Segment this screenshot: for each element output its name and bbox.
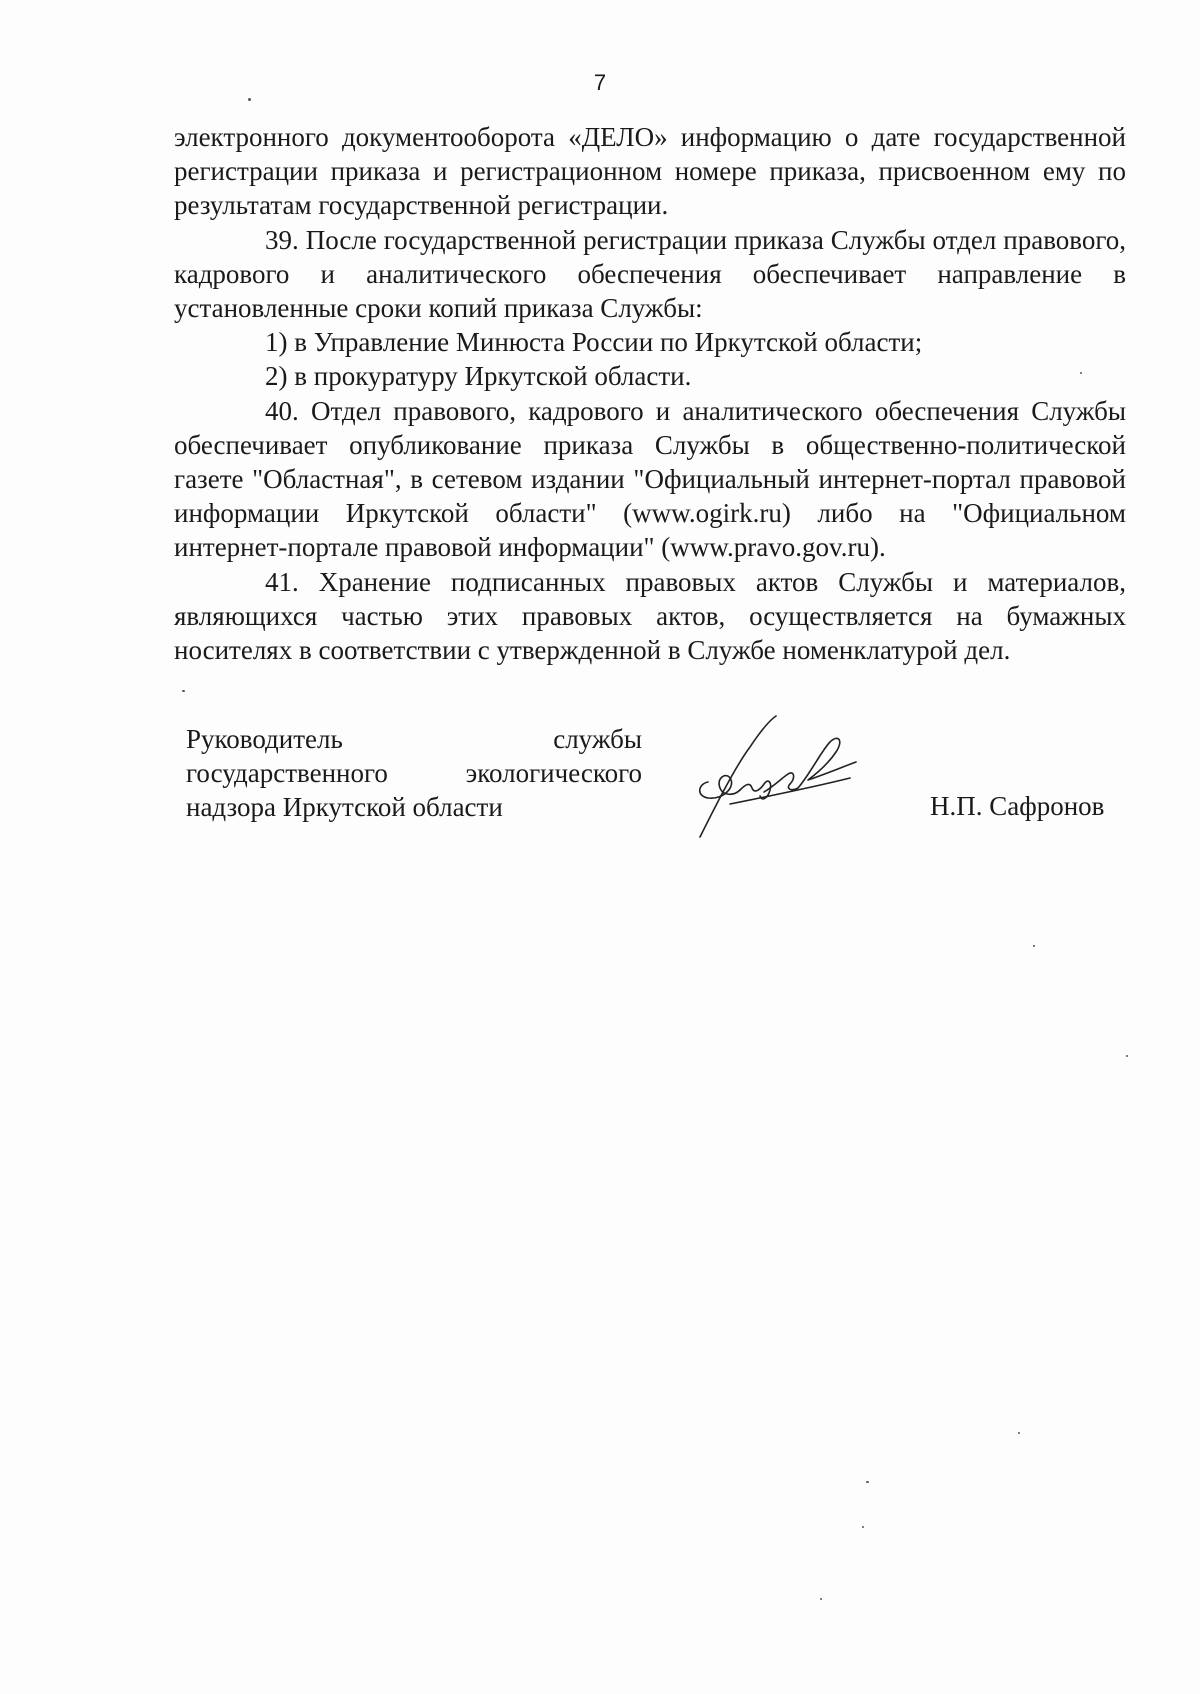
scan-speck [248,98,251,101]
scan-speck [182,690,185,692]
position-word-state: государственного [186,758,388,788]
paragraph-continuation: электронного документооборота «ДЕЛО» информацию о дате государственной регистрации приказа и регистрационном номере приказа, присвоенном ему по результатам государственной регистрации. [174,122,1126,221]
paragraph-39: 39. После государственной регистрации приказа Службы отдел правового, кадрового и аналитического обеспечения обеспечивает направление в установленные сроки копий приказа Службы: [174,224,1126,324]
position-line-2 [186,756,642,790]
scan-speck [862,1526,864,1528]
scan-speck [1080,372,1082,374]
scan-speck [1126,1055,1128,1057]
position-word-oversight: надзора Иркутской области [186,792,503,822]
scan-speck [1018,1432,1020,1434]
scan-speck [1033,945,1035,947]
signer-name: Н.П. Сафронов [930,791,1105,821]
signer-position [186,722,642,824]
document-body [174,120,1126,667]
scan-speck [820,1598,822,1600]
position-word-ecological: экологического [465,758,642,788]
list-item-2: 2) в прокуратуру Иркутской области. [265,361,692,392]
handwritten-signature [690,712,860,842]
list-item-1: 1) в Управление Минюста России по Иркутской области; [265,327,923,358]
position-line-3 [186,790,642,824]
paragraph-41: 41. Хранение подписанных правовых актов Службы и материалов, являющихся частью этих правовых актов, осуществляется на бумажных носителях в соответствии с утвержденной в Службе номенклатурой дел. [174,566,1126,666]
position-line-1 [186,722,642,756]
position-word-head: Руководитель [186,724,343,754]
page-number: 7 [593,70,607,95]
scan-speck [866,1481,869,1483]
position-word-service: службы [553,724,642,754]
paragraph-40: 40. Отдел правового, кадрового и аналитического обеспечения Службы обеспечивает опубликование приказа Службы в общественно-политической газете "Областная", в сетевом издании "Официальный интернет-портал правовой информации Иркутской области" (www.ogirk.ru) либо на "Официальном интернет-портале правовой информации" (www.pravo.gov.ru). [174,395,1126,563]
